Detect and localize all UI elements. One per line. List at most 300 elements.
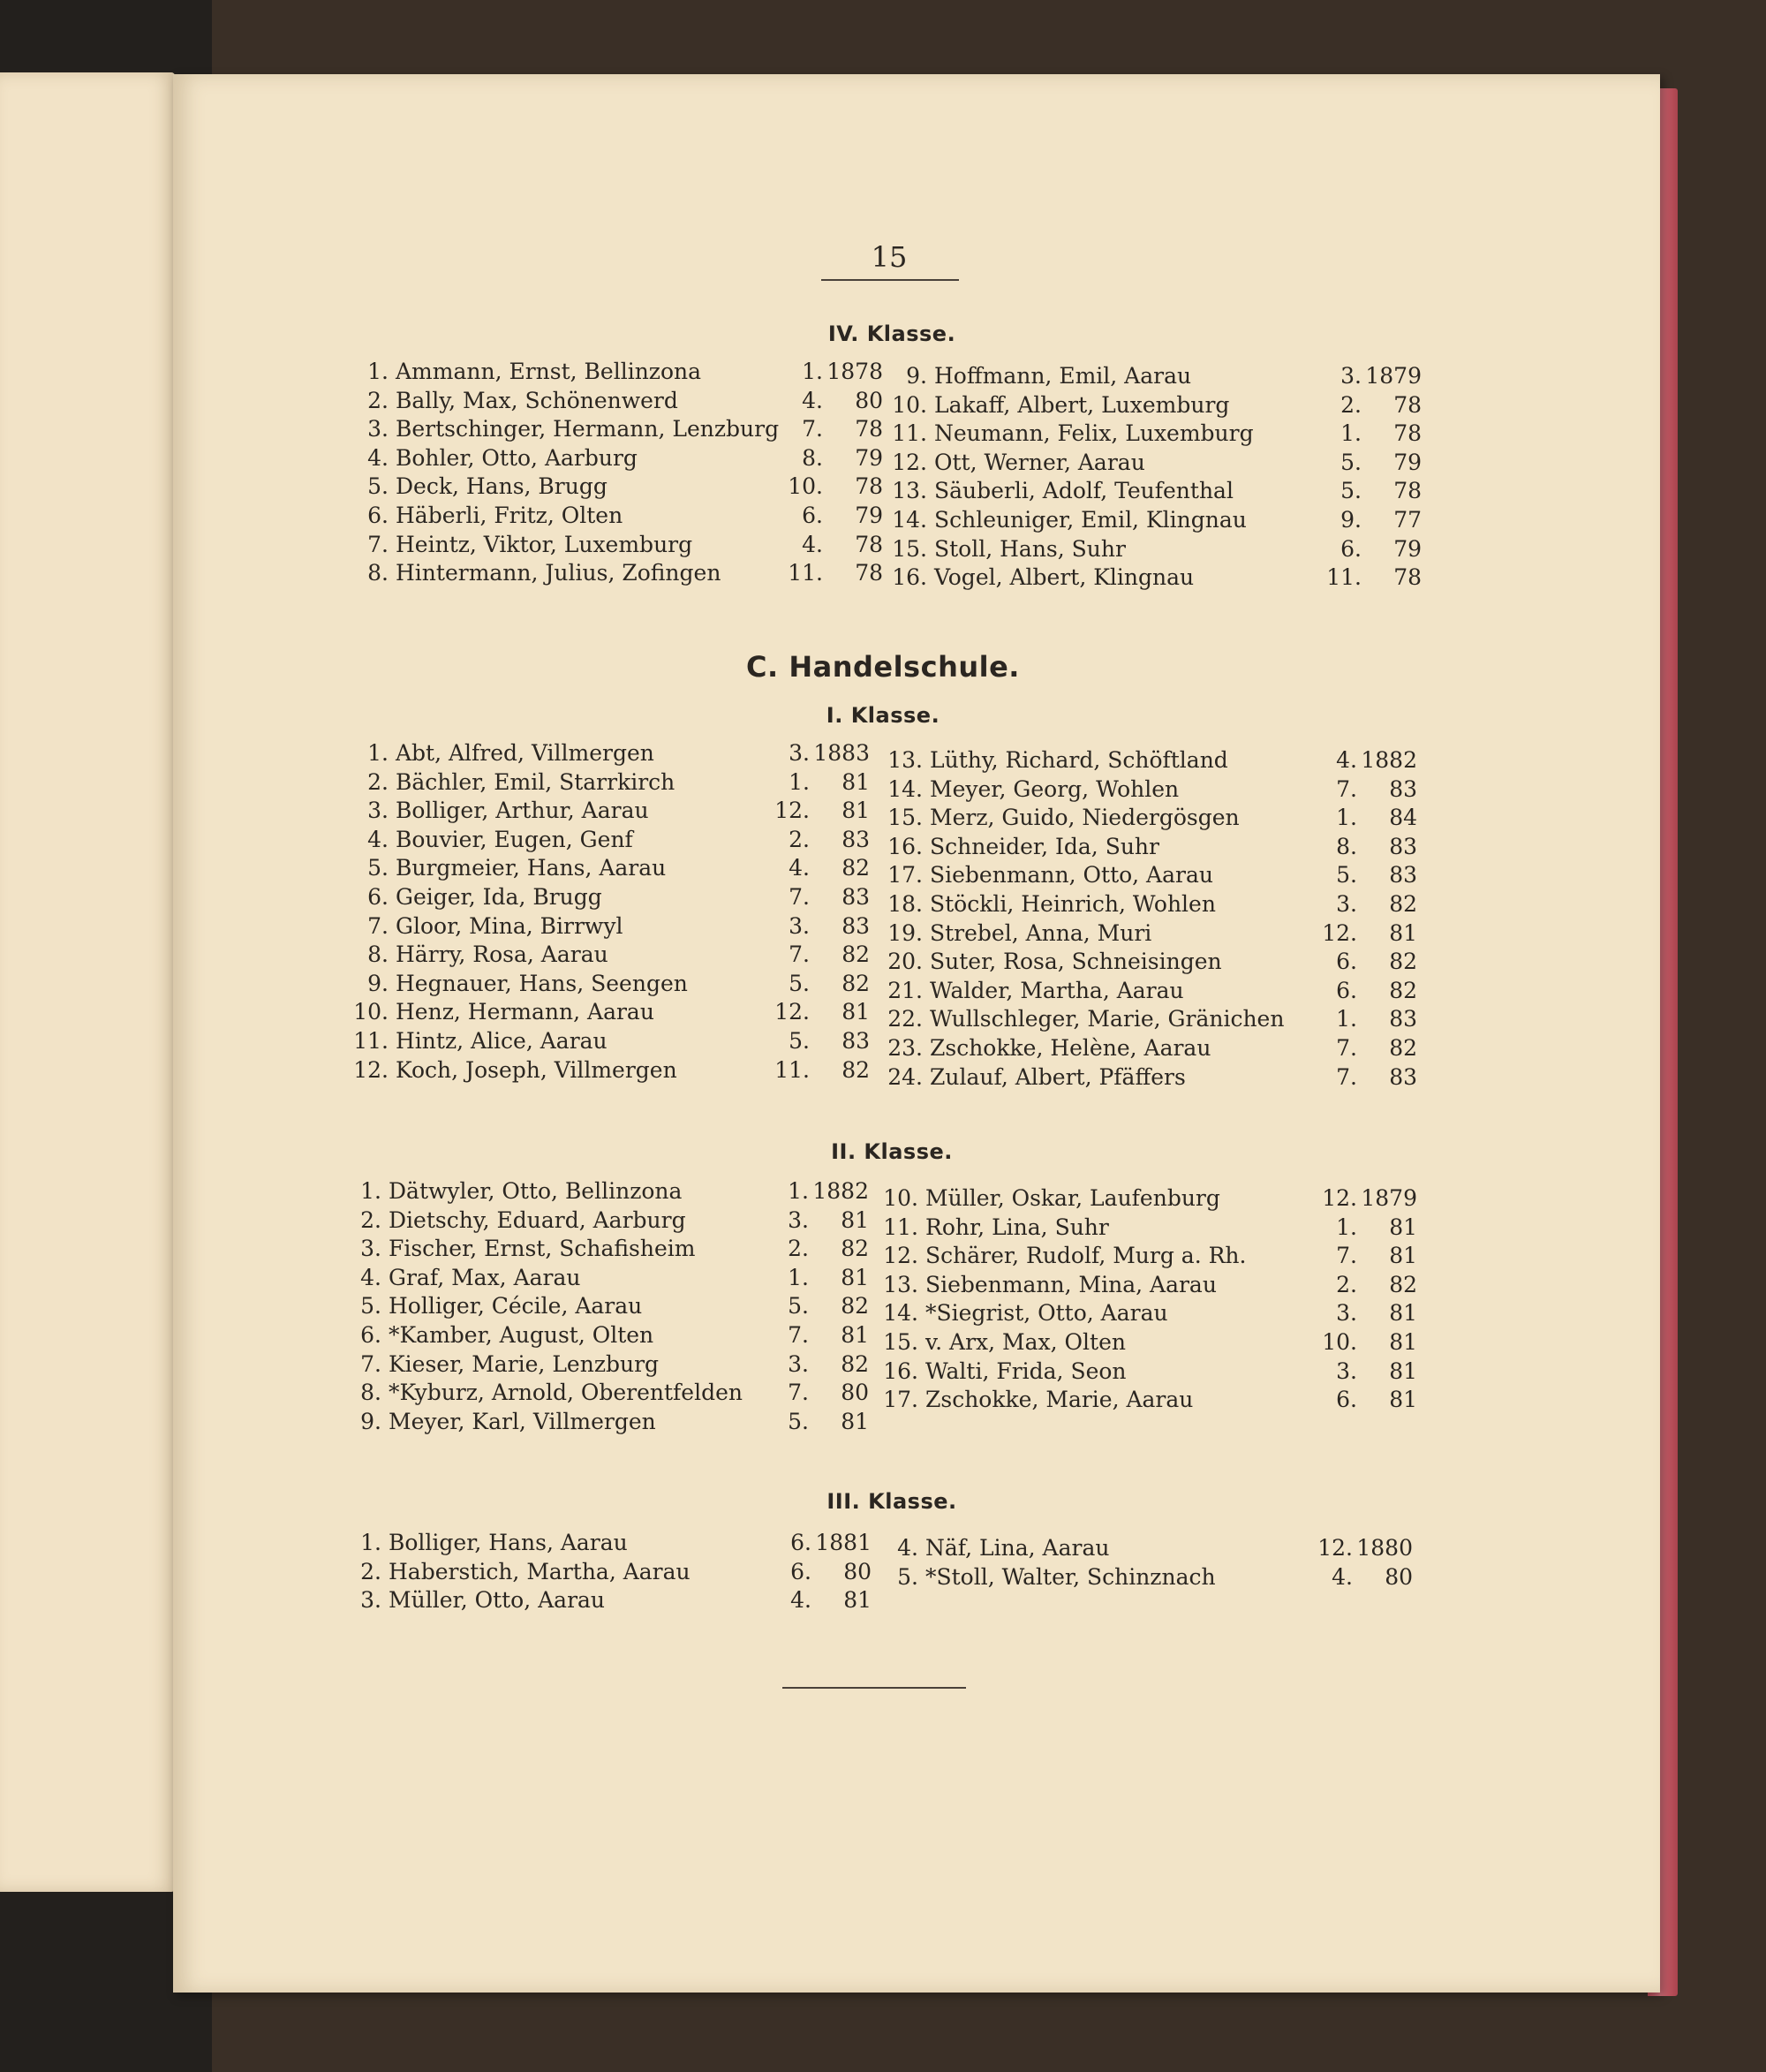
class-number: 1.	[1336, 1214, 1357, 1240]
list-item	[346, 1178, 869, 1207]
list-item	[346, 1559, 872, 1588]
row-number: 10.	[883, 1185, 918, 1211]
birth-year: 82	[841, 1293, 869, 1320]
student-entry: Bächler, Emil, Starrkirch	[396, 768, 675, 795]
list-ii-right	[883, 1185, 1417, 1416]
list-item	[887, 862, 1417, 891]
student-entry: Bally, Max, Schönenwerd	[396, 387, 678, 413]
student-entry: Suter, Rosa, Schneisingen	[930, 949, 1222, 975]
facing-page-edge	[0, 72, 175, 1892]
student-entry: Ott, Werner, Aarau	[934, 449, 1145, 475]
list-item	[892, 363, 1422, 392]
student-entry: Burgmeier, Hans, Aarau	[396, 855, 667, 881]
class-number: 4.	[802, 387, 823, 413]
birth-year: 81	[1389, 1328, 1417, 1355]
student-entry: Hoffmann, Emil, Aarau	[934, 363, 1192, 389]
student-entry: Abt, Alfred, Villmergen	[396, 740, 654, 766]
class-number: 1.	[788, 1264, 809, 1290]
list-item	[883, 1387, 1417, 1416]
row-number: 23.	[887, 1034, 923, 1061]
student-entry: Holliger, Cécile, Aarau	[389, 1293, 643, 1320]
student-entry: *Siegrist, Otto, Aarau	[925, 1300, 1168, 1327]
birth-year: 81	[1389, 1387, 1417, 1413]
row-number: 4.	[367, 444, 389, 471]
class-number: 7.	[789, 941, 810, 968]
row-number: 9.	[360, 1408, 381, 1434]
class-number: 6.	[1336, 977, 1357, 1003]
student-entry: Dätwyler, Otto, Bellinzona	[389, 1178, 683, 1204]
list-item	[887, 1006, 1417, 1035]
class-number: 2.	[1340, 391, 1362, 418]
birth-year: 82	[841, 855, 870, 881]
student-entry: Fischer, Ernst, Schafisheim	[389, 1236, 696, 1262]
birth-year: 83	[1389, 862, 1417, 889]
row-number: 16.	[892, 564, 927, 591]
student-entry: Siebenmann, Mina, Aarau	[925, 1271, 1217, 1297]
list-item	[887, 949, 1417, 978]
birth-year: 81	[841, 1321, 869, 1348]
list-item	[887, 920, 1417, 949]
class-number: 12.	[774, 798, 810, 824]
class-number: 5.	[789, 970, 810, 996]
list-item	[353, 941, 870, 971]
row-number: 10.	[353, 999, 389, 1025]
list-item	[892, 507, 1422, 536]
heading-ii-klasse: II. Klasse.	[831, 1139, 953, 1164]
class-number: 5.	[789, 1027, 810, 1054]
class-number: 7.	[788, 1321, 809, 1348]
list-item	[892, 478, 1422, 507]
row-number: 11.	[883, 1214, 918, 1240]
list-item	[887, 1064, 1417, 1093]
birth-year: 78	[855, 531, 883, 557]
list-item	[353, 827, 870, 856]
birth-year: 81	[841, 1206, 869, 1233]
heading-iv-klasse: IV. Klasse.	[827, 321, 956, 346]
student-entry: Hintermann, Julius, Zofingen	[396, 560, 721, 586]
student-entry: Neumann, Felix, Luxemburg	[934, 420, 1254, 447]
heading-i-klasse: I. Klasse.	[826, 703, 940, 728]
row-number: 7.	[360, 1350, 381, 1377]
class-number: 5.	[1340, 478, 1362, 504]
birth-year: 78	[1393, 478, 1422, 504]
student-entry: Lakaff, Albert, Luxemburg	[934, 391, 1230, 418]
birth-year: 84	[1389, 805, 1417, 831]
row-number: 2.	[367, 387, 389, 413]
class-number: 10.	[788, 473, 823, 500]
student-entry: Schneider, Ida, Suhr	[930, 833, 1159, 859]
page-number: 15	[871, 240, 908, 274]
class-number: 12.	[1322, 919, 1357, 946]
list-item	[346, 1530, 872, 1559]
list-item	[353, 359, 883, 388]
row-number: 7.	[367, 531, 389, 557]
birth-year: 83	[1389, 1006, 1417, 1032]
class-number: 4.	[1332, 1563, 1353, 1590]
class-number: 12.	[774, 999, 810, 1025]
birth-year: 82	[1389, 1034, 1417, 1061]
class-number: 5.	[1340, 449, 1362, 475]
student-entry: Kieser, Marie, Lenzburg	[389, 1350, 660, 1377]
row-number: 2.	[367, 768, 389, 795]
birth-year: 1881	[815, 1530, 872, 1555]
student-entry: Wullschleger, Marie, Gränichen	[930, 1006, 1285, 1032]
birth-year: 80	[855, 387, 883, 413]
list-item	[892, 564, 1422, 594]
list-item	[883, 1564, 1413, 1593]
student-entry: Haberstich, Martha, Aarau	[389, 1558, 691, 1584]
class-number: 5.	[788, 1408, 809, 1434]
student-entry: Rohr, Lina, Suhr	[925, 1214, 1109, 1240]
row-number: 3.	[360, 1236, 381, 1262]
page-number-rule	[821, 279, 959, 281]
student-entry: Müller, Otto, Aarau	[389, 1587, 606, 1614]
list-item	[353, 740, 870, 769]
birth-year: 77	[1393, 506, 1422, 533]
row-number: 17.	[883, 1387, 918, 1413]
student-entry: Gloor, Mina, Birrwyl	[396, 912, 623, 939]
list-item	[887, 834, 1417, 863]
list-item	[892, 536, 1422, 565]
row-number: 3.	[360, 1587, 381, 1614]
list-item	[353, 416, 883, 445]
row-number: 4.	[897, 1535, 918, 1561]
class-number: 12.	[1317, 1535, 1353, 1561]
class-number: 4.	[789, 855, 810, 881]
class-number: 1.	[1340, 420, 1362, 447]
list-item	[346, 1587, 872, 1616]
student-entry: Dietschy, Eduard, Aarburg	[389, 1206, 686, 1233]
list-item	[883, 1358, 1417, 1388]
row-number: 2.	[360, 1558, 381, 1584]
student-entry: Häberli, Fritz, Olten	[396, 502, 623, 528]
class-number: 3.	[1336, 1357, 1357, 1384]
class-number: 7.	[788, 1380, 809, 1406]
row-number: 13.	[883, 1271, 918, 1297]
birth-year: 80	[843, 1558, 872, 1584]
birth-year: 81	[1389, 1243, 1417, 1269]
class-number: 1.	[1336, 1006, 1357, 1032]
class-number: 1.	[788, 1178, 809, 1204]
birth-year: 79	[855, 502, 883, 528]
birth-year: 82	[841, 1056, 870, 1083]
birth-year: 78	[855, 416, 883, 442]
row-number: 5.	[897, 1563, 918, 1590]
student-entry: Lüthy, Richard, Schöftland	[930, 747, 1228, 773]
class-number: 3.	[1336, 890, 1357, 917]
birth-year: 81	[841, 999, 870, 1025]
list-item	[353, 503, 883, 532]
row-number: 11.	[353, 1027, 389, 1054]
student-entry: Merz, Guido, Niedergösgen	[930, 805, 1240, 831]
row-number: 21.	[887, 977, 923, 1003]
student-entry: Näf, Lina, Aarau	[925, 1535, 1110, 1561]
row-number: 10.	[892, 391, 927, 418]
student-entry: Säuberli, Adolf, Teufenthal	[934, 478, 1234, 504]
list-item	[346, 1380, 869, 1409]
class-number: 11.	[788, 560, 823, 586]
student-entry: Zulauf, Albert, Pfäffers	[930, 1063, 1186, 1090]
student-entry: Härry, Rosa, Aarau	[396, 941, 608, 968]
row-number: 5.	[367, 855, 389, 881]
student-entry: Schärer, Rudolf, Murg a. Rh.	[925, 1243, 1247, 1269]
row-number: 12.	[883, 1243, 918, 1269]
list-iii-left	[346, 1530, 872, 1616]
class-number: 12.	[1322, 1185, 1357, 1211]
class-number: 4.	[1336, 747, 1357, 773]
birth-year: 1883	[813, 740, 870, 766]
list-item	[346, 1351, 869, 1380]
birth-year: 1878	[826, 359, 883, 384]
row-number: 6.	[367, 883, 389, 910]
list-item	[346, 1409, 869, 1438]
class-number: 4.	[790, 1587, 811, 1614]
student-entry: Ammann, Ernst, Bellinzona	[396, 359, 702, 384]
closing-rule	[782, 1687, 966, 1689]
list-i-right	[887, 747, 1417, 1093]
class-number: 6.	[1336, 949, 1357, 975]
row-number: 4.	[360, 1264, 381, 1290]
class-number: 3.	[788, 1206, 809, 1233]
birth-year: 83	[1389, 1063, 1417, 1090]
row-number: 3.	[367, 798, 389, 824]
list-item	[346, 1293, 869, 1322]
list-item	[353, 388, 883, 417]
class-number: 7.	[802, 416, 823, 442]
row-number: 5.	[367, 473, 389, 500]
row-number: 5.	[360, 1293, 381, 1320]
list-item	[353, 445, 883, 474]
row-number: 8.	[360, 1380, 381, 1406]
class-number: 6.	[802, 502, 823, 528]
list-item	[346, 1322, 869, 1351]
class-number: 7.	[789, 883, 810, 910]
class-number: 1.	[1336, 805, 1357, 831]
student-entry: Hintz, Alice, Aarau	[396, 1027, 608, 1054]
student-entry: Bolliger, Arthur, Aarau	[396, 798, 649, 824]
row-number: 3.	[367, 416, 389, 442]
student-entry: Graf, Max, Aarau	[389, 1264, 581, 1290]
class-number: 6.	[1340, 535, 1362, 562]
list-item	[887, 978, 1417, 1007]
birth-year: 81	[1389, 1357, 1417, 1384]
student-entry: Geiger, Ida, Brugg	[396, 883, 602, 910]
birth-year: 83	[841, 826, 870, 852]
list-iv-left	[353, 359, 883, 589]
birth-year: 82	[841, 1350, 869, 1377]
row-number: 19.	[887, 919, 923, 946]
birth-year: 83	[841, 883, 870, 910]
list-item	[883, 1329, 1417, 1358]
row-number: 9.	[906, 363, 927, 389]
birth-year: 1882	[1361, 747, 1417, 773]
list-item	[353, 913, 870, 942]
class-number: 7.	[1336, 775, 1357, 802]
birth-year: 1879	[1361, 1185, 1417, 1211]
student-entry: Walder, Martha, Aarau	[930, 977, 1184, 1003]
list-item	[346, 1207, 869, 1236]
class-number: 8.	[1336, 833, 1357, 859]
student-entry: Bouvier, Eugen, Genf	[396, 826, 633, 852]
row-number: 8.	[367, 560, 389, 586]
list-item	[887, 747, 1417, 776]
student-entry: *Kamber, August, Olten	[389, 1321, 654, 1348]
student-entry: Walti, Frida, Seon	[925, 1357, 1127, 1384]
list-item	[353, 473, 883, 503]
list-item	[346, 1236, 869, 1265]
birth-year: 81	[1389, 1300, 1417, 1327]
list-iv-right	[892, 363, 1422, 594]
list-item	[892, 450, 1422, 479]
list-item	[883, 1185, 1417, 1214]
birth-year: 80	[841, 1380, 869, 1406]
birth-year: 82	[841, 970, 870, 996]
list-item	[887, 776, 1417, 805]
student-entry: Meyer, Karl, Villmergen	[389, 1408, 656, 1434]
class-number: 2.	[789, 826, 810, 852]
row-number: 18.	[887, 890, 923, 917]
birth-year: 78	[1393, 391, 1422, 418]
list-item	[353, 971, 870, 1000]
list-ii-left	[346, 1178, 869, 1437]
student-entry: *Stoll, Walter, Schinznach	[925, 1563, 1216, 1590]
row-number: 16.	[887, 833, 923, 859]
row-number: 1.	[360, 1178, 381, 1204]
list-item	[883, 1214, 1417, 1244]
student-entry: Schleuniger, Emil, Klingnau	[934, 506, 1247, 533]
class-number: 3.	[1336, 1300, 1357, 1327]
class-number: 3.	[789, 912, 810, 939]
row-number: 17.	[887, 862, 923, 889]
birth-year: 82	[1389, 1271, 1417, 1297]
birth-year: 79	[855, 444, 883, 471]
list-item	[353, 1057, 870, 1086]
birth-year: 78	[1393, 420, 1422, 447]
student-entry: Koch, Joseph, Villmergen	[396, 1056, 677, 1083]
class-number: 6.	[790, 1558, 811, 1584]
class-number: 3.	[789, 740, 810, 766]
class-number: 4.	[802, 531, 823, 557]
row-number: 1.	[360, 1530, 381, 1555]
student-entry: Zschokke, Marie, Aarau	[925, 1387, 1194, 1413]
class-number: 6.	[790, 1530, 811, 1555]
row-number: 22.	[887, 1006, 923, 1032]
class-number: 3.	[788, 1350, 809, 1377]
birth-year: 79	[1393, 449, 1422, 475]
student-entry: Strebel, Anna, Muri	[930, 919, 1152, 946]
row-number: 6.	[367, 502, 389, 528]
row-number: 8.	[367, 941, 389, 968]
heading-handelschule: C. Handelschule.	[746, 650, 1020, 684]
student-entry: Vogel, Albert, Klingnau	[934, 564, 1195, 591]
row-number: 6.	[360, 1321, 381, 1348]
class-number: 5.	[1336, 862, 1357, 889]
birth-year: 1882	[812, 1178, 869, 1204]
student-entry: Müller, Oskar, Laufenburg	[925, 1185, 1220, 1211]
birth-year: 81	[1389, 1214, 1417, 1240]
student-entry: Stöckli, Heinrich, Wohlen	[930, 890, 1216, 917]
birth-year: 82	[1389, 949, 1417, 975]
row-number: 12.	[353, 1056, 389, 1083]
class-number: 5.	[788, 1293, 809, 1320]
birth-year: 82	[841, 1236, 869, 1262]
student-entry: Deck, Hans, Brugg	[396, 473, 608, 500]
heading-iii-klasse: III. Klasse.	[826, 1489, 957, 1514]
list-item	[346, 1265, 869, 1294]
list-item	[892, 392, 1422, 421]
class-number: 9.	[1340, 506, 1362, 533]
class-number: 7.	[1336, 1063, 1357, 1090]
row-number: 11.	[892, 420, 927, 447]
student-entry: Meyer, Georg, Wohlen	[930, 775, 1180, 802]
class-number: 1.	[802, 359, 823, 384]
row-number: 12.	[892, 449, 927, 475]
birth-year: 83	[1389, 775, 1417, 802]
birth-year: 80	[1385, 1563, 1413, 1590]
student-entry: Heintz, Viktor, Luxemburg	[396, 531, 693, 557]
list-iii-right	[883, 1535, 1413, 1592]
birth-year: 81	[841, 768, 870, 795]
student-entry: Bertschinger, Hermann, Lenzburg	[396, 416, 780, 442]
row-number: 16.	[883, 1357, 918, 1384]
row-number: 20.	[887, 949, 923, 975]
class-number: 10.	[1322, 1328, 1357, 1355]
birth-year: 78	[855, 473, 883, 500]
list-item	[353, 999, 870, 1028]
row-number: 14.	[883, 1300, 918, 1327]
student-entry: Stoll, Hans, Suhr	[934, 535, 1126, 562]
list-i-left	[353, 740, 870, 1085]
row-number: 14.	[892, 506, 927, 533]
row-number: 24.	[887, 1063, 923, 1090]
list-item	[883, 1300, 1417, 1329]
list-item	[887, 1035, 1417, 1064]
student-entry: Henz, Hermann, Aarau	[396, 999, 654, 1025]
row-number: 2.	[360, 1206, 381, 1233]
row-number: 15.	[883, 1328, 918, 1355]
class-number: 11.	[774, 1056, 810, 1083]
student-entry: Bohler, Otto, Aarburg	[396, 444, 638, 471]
row-number: 9.	[367, 970, 389, 996]
birth-year: 1879	[1365, 363, 1422, 389]
class-number: 2.	[788, 1236, 809, 1262]
birth-year: 78	[1393, 564, 1422, 591]
birth-year: 83	[841, 1027, 870, 1054]
list-item	[353, 1028, 870, 1057]
row-number: 15.	[887, 805, 923, 831]
birth-year: 81	[843, 1587, 872, 1614]
row-number: 13.	[892, 478, 927, 504]
class-number: 3.	[1340, 363, 1362, 389]
list-item	[353, 560, 883, 589]
birth-year: 81	[841, 1408, 869, 1434]
row-number: 7.	[367, 912, 389, 939]
birth-year: 78	[855, 560, 883, 586]
class-number: 2.	[1336, 1271, 1357, 1297]
list-item	[887, 805, 1417, 834]
list-item	[353, 769, 870, 798]
birth-year: 82	[1389, 890, 1417, 917]
student-entry: Siebenmann, Otto, Aarau	[930, 862, 1213, 889]
student-entry: Zschokke, Helène, Aarau	[930, 1034, 1211, 1061]
row-number: 1.	[367, 359, 389, 384]
row-number: 1.	[367, 740, 389, 766]
birth-year: 82	[841, 941, 870, 968]
class-number: 11.	[1326, 564, 1362, 591]
list-item	[883, 1535, 1413, 1564]
student-entry: Hegnauer, Hans, Seengen	[396, 970, 688, 996]
list-item	[353, 855, 870, 884]
